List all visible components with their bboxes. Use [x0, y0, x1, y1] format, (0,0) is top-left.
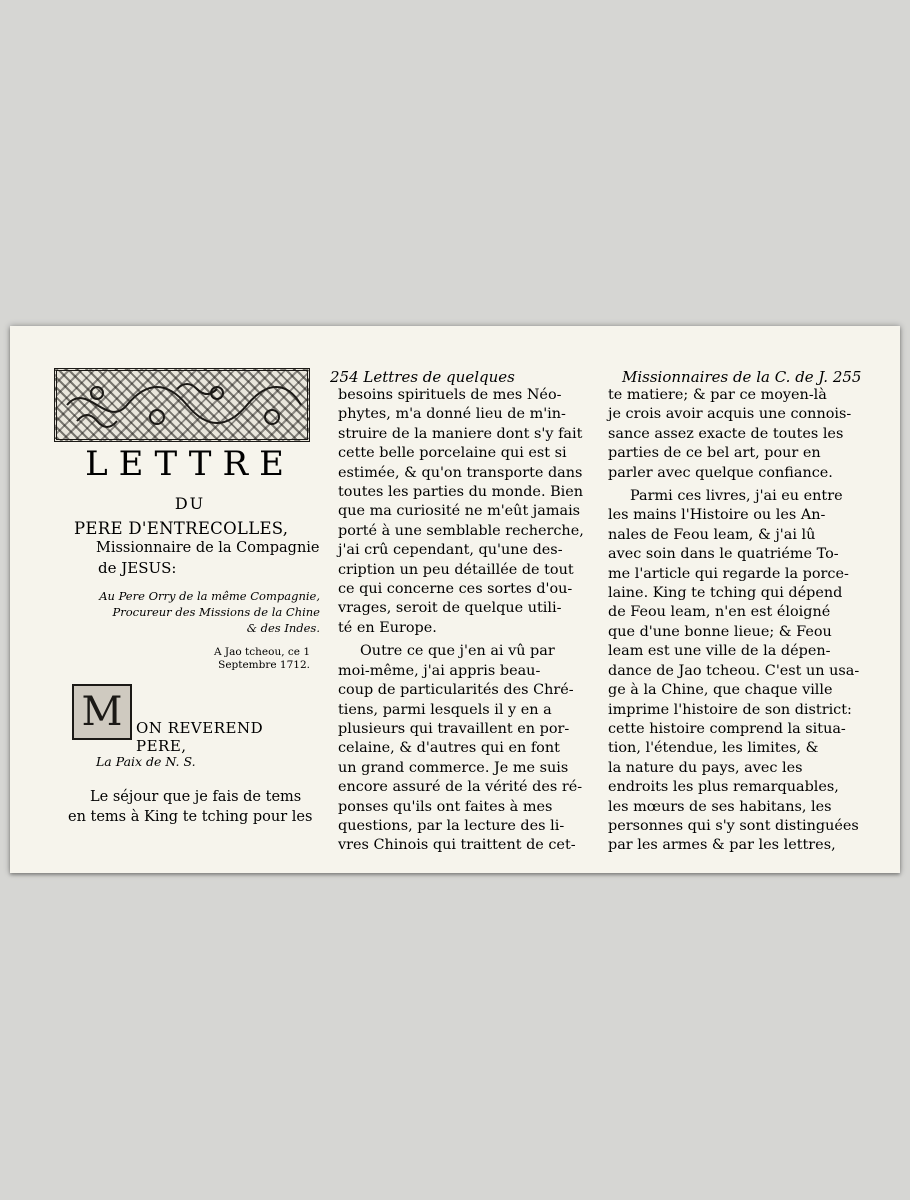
text-line: té en Europe.: [338, 619, 437, 636]
greeting: La Paix de N. S.: [96, 754, 196, 769]
right-page-text: [608, 386, 860, 856]
text-line: cette belle porcelaine qui est si: [338, 445, 567, 462]
drop-cap: M: [72, 684, 132, 740]
text-line: tion, l'étendue, les limites, &: [608, 740, 819, 757]
text-line: parler avec quelque confiance.: [608, 464, 833, 481]
author-name: PERE D'ENTRECOLLES,: [74, 519, 289, 538]
text-line: que ma curiosité ne m'eût jamais: [338, 503, 581, 520]
text-line: vrages, seroit de quelque utili-: [338, 600, 562, 617]
letter-title: LETTRE: [85, 444, 295, 484]
address-line: Procureur des Missions de la Chine: [112, 605, 320, 619]
date-line: Septembre 1712.: [218, 659, 310, 671]
text-line: Le séjour que je fais de tems: [90, 789, 302, 805]
text-line: coup de particularités des Chré-: [338, 682, 574, 699]
text-line: de Feou leam, n'en est éloigné: [608, 604, 831, 621]
text-line: ge à la Chine, que chaque ville: [608, 682, 833, 699]
text-line: encore assuré de la vérité des ré-: [338, 779, 583, 796]
title-du: DU: [174, 494, 206, 513]
book-spread: [10, 326, 900, 873]
text-line: ce qui concerne ces sortes d'ou-: [338, 581, 573, 598]
text-line: la nature du pays, avec les: [608, 759, 803, 776]
text-line: que d'une bonne lieue; & Feou: [608, 623, 832, 640]
letter-date: [160, 646, 310, 672]
page-header-255: Missionnaires de la C. de J. 255: [622, 368, 862, 386]
text-line: leam est une ville de la dépen-: [608, 643, 831, 660]
text-line: personnes qui s'y sont distinguées: [608, 817, 859, 834]
text-line: questions, par la lecture des li-: [338, 817, 565, 834]
text-line: par les armes & par les lettres,: [608, 837, 836, 854]
text-line: en tems à King te tching pour les: [68, 808, 313, 825]
text-line: j'ai crû cependant, qu'une des-: [338, 542, 563, 559]
text-line: struire de la maniere dont s'y fait: [338, 425, 583, 442]
text-line: besoins spirituels de mes Néo-: [338, 387, 562, 403]
page-header-254: 254 Lettres de quelques: [330, 368, 515, 386]
date-line: A Jao tcheou, ce 1: [214, 646, 310, 658]
text-line: porté à une semblable recherche,: [338, 522, 584, 539]
text-line: parties de ce bel art, pour en: [608, 445, 821, 462]
text-line: plusieurs qui travaillent en por-: [338, 720, 570, 737]
salutation: ON REVEREND PERE,: [136, 719, 264, 755]
author-role: Missionnaire de la Compagnie: [96, 540, 320, 556]
text-line: toutes les parties du monde. Bien: [338, 484, 584, 501]
text-line: Outre ce que j'en ai vû par: [360, 643, 555, 660]
text-line: sance assez exacte de toutes les: [608, 425, 844, 442]
text-line: phytes, m'a donné lieu de m'in-: [338, 406, 566, 423]
text-line: les mœurs de ses habitans, les: [608, 798, 832, 815]
address-line: Au Pere Orry de la même Compagnie,: [99, 589, 320, 603]
text-line: moi-même, j'ai appris beau-: [338, 662, 541, 679]
author-order: de JESUS:: [98, 559, 177, 577]
text-line: laine. King te tching qui dépend: [608, 585, 843, 602]
text-line: je crois avoir acquis une connois-: [608, 406, 852, 423]
text-line: estimée, & qu'on transporte dans: [338, 464, 583, 481]
address-line: & des Indes.: [246, 621, 320, 635]
text-line: les mains l'Histoire ou les An-: [608, 507, 826, 524]
middle-page-text: [338, 386, 588, 856]
text-line: dance de Jao tcheou. C'est un usa-: [608, 662, 860, 679]
text-line: imprime l'histoire de son district:: [608, 701, 852, 718]
text-line: nales de Feou leam, & j'ai lû: [608, 526, 816, 543]
decorative-headpiece: [54, 368, 310, 442]
recipient-address: [90, 588, 320, 636]
text-line: me l'article qui regarde la porce-: [608, 565, 849, 582]
text-line: cription un peu détaillée de tout: [338, 561, 574, 578]
text-line: ponses qu'ils ont faites à mes: [338, 798, 553, 815]
text-line: Parmi ces livres, j'ai eu entre: [630, 488, 843, 505]
text-line: celaine, & d'autres qui en font: [338, 740, 560, 757]
text-line: endroits les plus remarquables,: [608, 779, 839, 796]
text-line: cette histoire comprend la situa-: [608, 720, 846, 737]
text-line: avec soin dans le quatriéme To-: [608, 546, 839, 563]
text-line: te matiere; & par ce moyen-là: [608, 387, 827, 403]
text-line: un grand commerce. Je me suis: [338, 759, 569, 776]
left-body-text: [68, 788, 318, 827]
text-line: tiens, parmi lesquels il y en a: [338, 701, 552, 718]
text-line: vres Chinois qui traittent de cet-: [338, 837, 576, 854]
